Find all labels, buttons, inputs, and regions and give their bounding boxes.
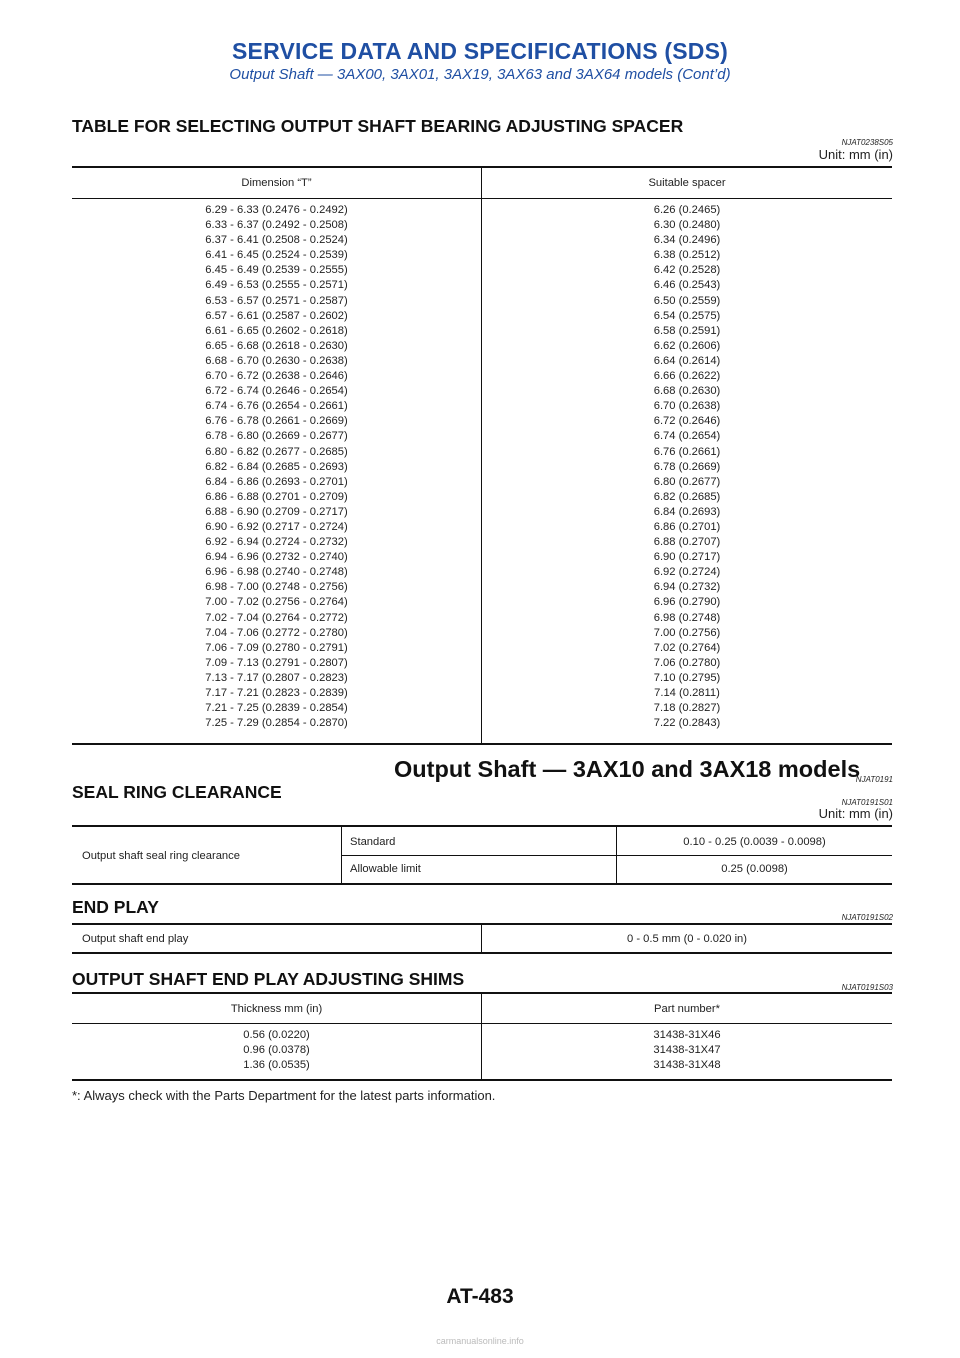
thickness-value: 0.96 (0.0378)	[243, 1044, 310, 1057]
seal-section-unit: Unit: mm (in)	[818, 806, 893, 821]
spacer-value: 6.94 (0.2732)	[653, 581, 721, 594]
dimension-value: 6.90 - 6.92 (0.2717 - 0.2724)	[205, 520, 348, 533]
dimension-value: 6.84 - 6.86 (0.2693 - 0.2701)	[205, 475, 348, 488]
thickness-value: 0.56 (0.0220)	[243, 1029, 310, 1041]
dimension-value: 6.72 - 6.74 (0.2646 - 0.2654)	[205, 385, 348, 398]
spacer-value: 6.80 (0.2677)	[653, 475, 721, 488]
seal-table-bottom-rule	[72, 883, 892, 885]
spacer-section-unit: Unit: mm (in)	[818, 147, 893, 162]
shims-section-code: NJAT0191S03	[841, 983, 893, 992]
dimension-value: 7.04 - 7.06 (0.2772 - 0.2780)	[205, 626, 348, 639]
dimension-value: 6.37 - 6.41 (0.2508 - 0.2524)	[205, 234, 348, 247]
dimension-value: 6.57 - 6.61 (0.2587 - 0.2602)	[205, 309, 348, 322]
spacer-value: 6.50 (0.2559)	[653, 294, 721, 307]
page-header-title: SERVICE DATA AND SPECIFICATIONS (SDS)	[232, 38, 728, 64]
spacer-value: 6.26 (0.2465)	[653, 204, 721, 216]
dimension-value: 6.68 - 6.70 (0.2630 - 0.2638)	[205, 354, 348, 367]
dimension-value: 7.06 - 7.09 (0.2780 - 0.2791)	[205, 641, 348, 654]
spacer-value: 6.76 (0.2661)	[653, 445, 721, 458]
part-number-list	[482, 1028, 892, 1073]
dimension-value: 6.33 - 6.37 (0.2492 - 0.2508)	[205, 219, 348, 232]
spacer-value: 6.92 (0.2724)	[653, 566, 721, 579]
spacer-value: 6.78 (0.2669)	[653, 460, 721, 473]
seal-limit-label: Allowable limit	[350, 863, 421, 875]
spacer-value: 6.38 (0.2512)	[653, 249, 721, 262]
model-section-code: NJAT0191	[855, 775, 893, 784]
dimension-value: 6.76 - 6.78 (0.2661 - 0.2669)	[205, 415, 348, 428]
dimension-value: 6.74 - 6.76 (0.2654 - 0.2661)	[205, 400, 348, 413]
dimension-value: 7.09 - 7.13 (0.2791 - 0.2807)	[205, 656, 348, 669]
spacer-value: 7.02 (0.2764)	[653, 641, 721, 654]
spacer-header: Suitable spacer	[648, 177, 726, 189]
page-header-subtitle: Output Shaft — 3AX00, 3AX01, 3AX19, 3AX63 and 3AX64 models (Cont’d)	[229, 66, 731, 83]
dimension-value: 6.96 - 6.98 (0.2740 - 0.2748)	[205, 566, 348, 579]
spacer-value: 6.34 (0.2496)	[653, 234, 721, 247]
spacer-section-heading: TABLE FOR SELECTING OUTPUT SHAFT BEARING ADJUSTING SPACER	[72, 116, 684, 136]
spacer-value: 6.62 (0.2606)	[653, 339, 721, 352]
shims-section-heading: OUTPUT SHAFT END PLAY ADJUSTING SHIMS	[72, 969, 465, 989]
spacer-value: 6.74 (0.2654)	[653, 430, 721, 443]
spacer-value: 7.10 (0.2795)	[653, 671, 721, 684]
dimension-value: 6.70 - 6.72 (0.2638 - 0.2646)	[205, 370, 348, 383]
part-number-value: 31438-31X46	[653, 1029, 721, 1041]
dimension-value: 6.92 - 6.94 (0.2724 - 0.2732)	[205, 536, 348, 549]
shims-table-bottom-rule	[72, 1079, 892, 1081]
dimension-value: 7.13 - 7.17 (0.2807 - 0.2823)	[205, 671, 348, 684]
seal-section-code: NJAT0191S01	[841, 798, 893, 807]
seal-standard-value: 0.10 - 0.25 (0.0039 - 0.0098)	[683, 836, 826, 848]
seal-standard-label: Standard	[350, 836, 396, 848]
dimension-value: 6.65 - 6.68 (0.2618 - 0.2630)	[205, 339, 348, 352]
thickness-header: Thickness mm (in)	[230, 1003, 323, 1015]
spacer-value: 7.00 (0.2756)	[653, 626, 721, 639]
dimension-value: 7.00 - 7.02 (0.2756 - 0.2764)	[205, 596, 348, 609]
dimension-value: 6.61 - 6.65 (0.2602 - 0.2618)	[205, 324, 348, 337]
thickness-list	[72, 1028, 481, 1073]
dimension-value: 7.02 - 7.04 (0.2764 - 0.2772)	[205, 611, 348, 624]
spacer-section-code: NJAT0238S05	[841, 138, 893, 147]
endplay-section-code: NJAT0191S02	[841, 913, 893, 922]
part-number-header: Part number*	[654, 1003, 720, 1015]
dimension-header: Dimension “T”	[241, 177, 312, 189]
seal-section-heading: SEAL RING CLEARANCE	[72, 782, 282, 802]
thickness-value: 1.36 (0.0535)	[243, 1059, 310, 1072]
part-number-value: 31438-31X48	[653, 1059, 721, 1072]
dimension-value: 6.82 - 6.84 (0.2685 - 0.2693)	[205, 460, 348, 473]
table-header-rule	[72, 198, 892, 199]
spacer-value: 6.30 (0.2480)	[653, 219, 721, 232]
dimension-value: 6.53 - 6.57 (0.2571 - 0.2587)	[205, 294, 348, 307]
seal-row-rule	[342, 855, 892, 856]
spacer-value: 6.72 (0.2646)	[653, 415, 721, 428]
spacer-value: 7.14 (0.2811)	[654, 687, 720, 699]
spacer-value: 6.64 (0.2614)	[653, 354, 721, 367]
spacer-value: 6.86 (0.2701)	[653, 520, 721, 533]
dimension-value: 7.17 - 7.21 (0.2823 - 0.2839)	[205, 687, 348, 699]
endplay-value: 0 - 0.5 mm (0 - 0.020 in)	[627, 933, 747, 945]
spacer-value: 6.66 (0.2622)	[653, 370, 721, 383]
spacer-value: 6.88 (0.2707)	[653, 536, 721, 549]
watermark: carmanualsonline.info	[436, 1336, 524, 1346]
dimension-value: 6.86 - 6.88 (0.2701 - 0.2709)	[205, 490, 348, 503]
shims-table-top-rule	[72, 992, 892, 994]
spacer-value: 6.98 (0.2748)	[653, 611, 721, 624]
dimension-value: 6.80 - 6.82 (0.2677 - 0.2685)	[205, 445, 348, 458]
dimension-value: 6.41 - 6.45 (0.2524 - 0.2539)	[205, 249, 348, 262]
table-bottom-rule	[72, 743, 892, 745]
spacer-value: 6.96 (0.2790)	[653, 596, 721, 609]
shims-header-rule	[72, 1023, 892, 1024]
dimension-value: 6.45 - 6.49 (0.2539 - 0.2555)	[205, 264, 348, 277]
seal-table-top-rule	[72, 825, 892, 827]
spacer-value: 7.06 (0.2780)	[653, 656, 721, 669]
endplay-section-heading: END PLAY	[72, 897, 159, 917]
dimension-list	[72, 203, 481, 731]
dimension-value: 6.78 - 6.80 (0.2669 - 0.2677)	[205, 430, 348, 443]
page-number: AT-483	[446, 1285, 514, 1308]
dimension-value: 6.88 - 6.90 (0.2709 - 0.2717)	[205, 505, 348, 518]
spacer-value: 7.22 (0.2843)	[653, 717, 721, 730]
endplay-table-top-rule	[72, 923, 892, 925]
dimension-value: 7.25 - 7.29 (0.2854 - 0.2870)	[205, 717, 348, 730]
spacer-value: 6.82 (0.2685)	[653, 490, 721, 503]
dimension-value: 6.29 - 6.33 (0.2476 - 0.2492)	[205, 204, 348, 216]
spacer-value: 6.84 (0.2693)	[653, 505, 721, 518]
dimension-value: 6.49 - 6.53 (0.2555 - 0.2571)	[205, 279, 348, 292]
spacer-value: 6.70 (0.2638)	[653, 400, 721, 413]
parts-note: *: Always check with the Parts Department for the latest parts information.	[72, 1088, 496, 1103]
spacer-value: 6.90 (0.2717)	[653, 551, 721, 564]
spacer-value: 6.68 (0.2630)	[653, 385, 721, 398]
model-section-title: Output Shaft — 3AX10 and 3AX18 models	[394, 756, 861, 782]
part-number-value: 31438-31X47	[653, 1044, 721, 1057]
spacer-value: 6.58 (0.2591)	[653, 324, 721, 337]
dimension-value: 6.94 - 6.96 (0.2732 - 0.2740)	[205, 551, 348, 564]
seal-limit-value: 0.25 (0.0098)	[721, 863, 788, 875]
seal-item-label: Output shaft seal ring clearance	[82, 850, 240, 862]
dimension-value: 7.21 - 7.25 (0.2839 - 0.2854)	[205, 702, 348, 715]
dimension-value: 6.98 - 7.00 (0.2748 - 0.2756)	[205, 581, 348, 594]
table-top-rule	[72, 166, 892, 168]
endplay-table-bottom-rule	[72, 952, 892, 954]
spacer-value: 7.18 (0.2827)	[653, 702, 721, 715]
spacer-value: 6.54 (0.2575)	[653, 309, 721, 322]
endplay-item-label: Output shaft end play	[82, 933, 189, 945]
spacer-list	[482, 203, 892, 731]
spacer-value: 6.46 (0.2543)	[653, 279, 721, 292]
spacer-value: 6.42 (0.2528)	[653, 264, 721, 277]
